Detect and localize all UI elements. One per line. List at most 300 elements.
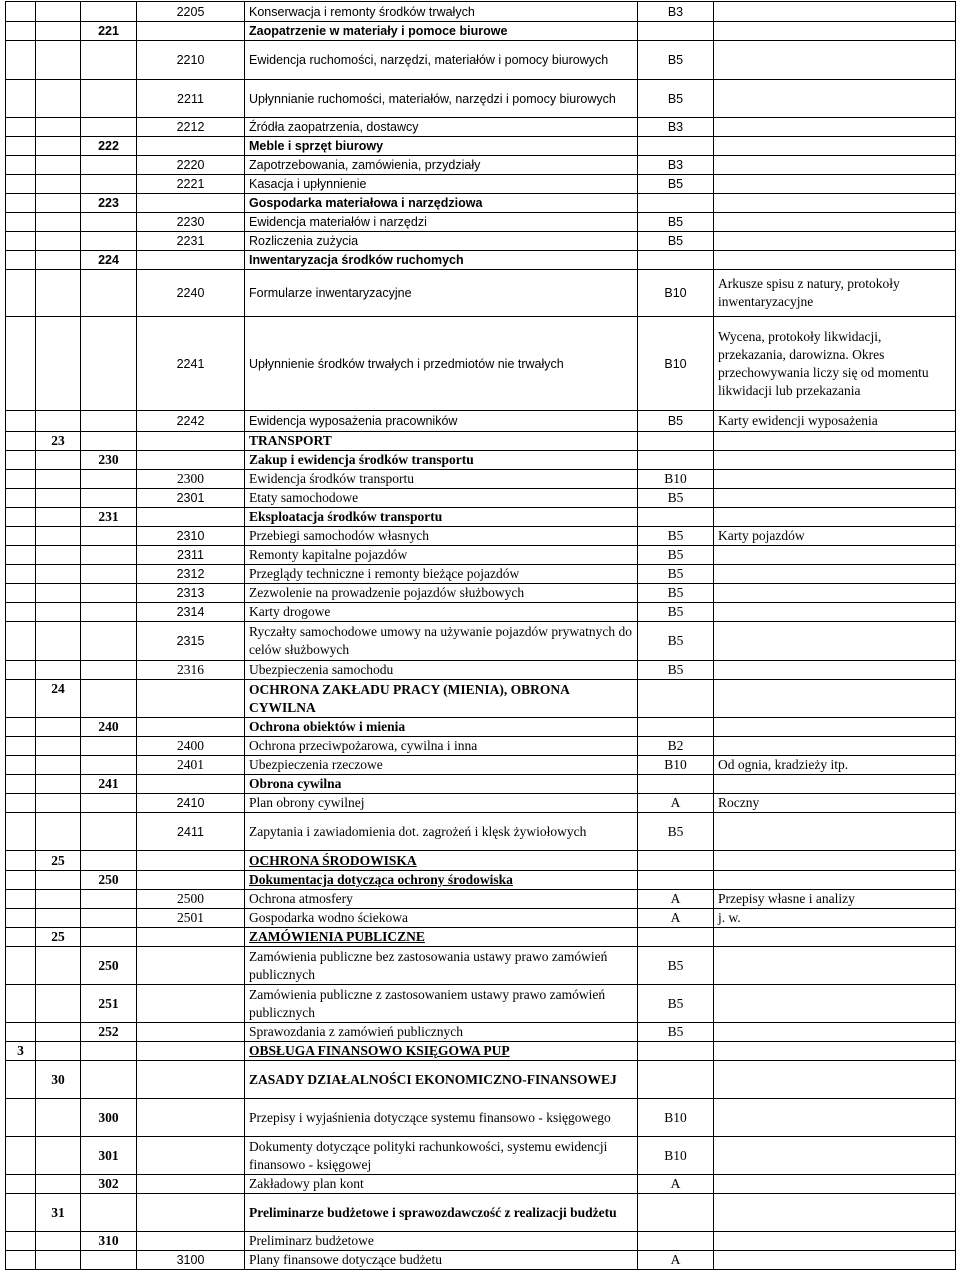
- archival-category: B5: [638, 813, 714, 851]
- symbol-level-1: [6, 1175, 36, 1194]
- table-row: [6, 156, 956, 175]
- archival-category: [638, 851, 714, 871]
- record-note: [714, 2, 956, 22]
- record-title: Ryczałty samochodowe umowy na używanie pojazdów prywatnych do celów służbowych: [245, 622, 638, 661]
- record-note: [714, 232, 956, 251]
- record-title: Upłynnienie środków trwałych i przedmiotów nie trwałych: [245, 317, 638, 411]
- symbol-level-3: 222: [81, 137, 137, 156]
- symbol-level-2: [36, 508, 81, 527]
- symbol-level-1: [6, 2, 36, 22]
- table-row: [6, 1232, 956, 1251]
- symbol-level-1: [6, 985, 36, 1023]
- symbol-level-1: [6, 584, 36, 603]
- table-row: [6, 1061, 956, 1099]
- record-note: [714, 1023, 956, 1042]
- record-title: Ochrona przeciwpożarowa, cywilna i inna: [245, 737, 638, 756]
- record-note: [714, 22, 956, 41]
- symbol-level-4: [137, 1137, 245, 1175]
- symbol-level-3: [81, 928, 137, 947]
- archival-category: B5: [638, 603, 714, 622]
- archival-category: B10: [638, 756, 714, 775]
- symbol-level-3: [81, 527, 137, 546]
- symbol-level-3: [81, 232, 137, 251]
- symbol-level-2: [36, 451, 81, 470]
- symbol-level-4: [137, 1194, 245, 1232]
- archival-category: A: [638, 1175, 714, 1194]
- symbol-level-3: [81, 489, 137, 508]
- archival-category: B3: [638, 2, 714, 22]
- archival-category: A: [638, 794, 714, 813]
- archival-category: B5: [638, 489, 714, 508]
- table-row: [6, 317, 956, 411]
- archival-category: [638, 432, 714, 451]
- table-row: [6, 680, 956, 718]
- symbol-level-2: 23: [36, 432, 81, 451]
- archival-category: B2: [638, 737, 714, 756]
- record-note: [714, 661, 956, 680]
- symbol-level-3: 251: [81, 985, 137, 1023]
- symbol-level-1: [6, 756, 36, 775]
- record-note: Karty pojazdów: [714, 527, 956, 546]
- archival-category: B5: [638, 584, 714, 603]
- symbol-level-2: [36, 1099, 81, 1137]
- symbol-level-4: [137, 928, 245, 947]
- record-note: [714, 622, 956, 661]
- symbol-level-1: [6, 432, 36, 451]
- record-title: Dokumentacja dotycząca ochrony środowiska: [245, 871, 638, 890]
- archival-category: B10: [638, 1137, 714, 1175]
- symbol-level-3: 301: [81, 1137, 137, 1175]
- symbol-level-2: [36, 775, 81, 794]
- archival-category: B10: [638, 1099, 714, 1137]
- symbol-level-1: [6, 118, 36, 137]
- record-note: [714, 871, 956, 890]
- symbol-level-1: [6, 137, 36, 156]
- symbol-level-4: 2500: [137, 890, 245, 909]
- record-title: Meble i sprzęt biurowy: [245, 137, 638, 156]
- table-row: [6, 1137, 956, 1175]
- symbol-level-1: [6, 565, 36, 584]
- table-row: [6, 1042, 956, 1061]
- symbol-level-4: [137, 508, 245, 527]
- archival-category: [638, 137, 714, 156]
- symbol-level-4: 2501: [137, 909, 245, 928]
- symbol-level-3: [81, 156, 137, 175]
- symbol-level-3: [81, 603, 137, 622]
- symbol-level-4: [137, 1175, 245, 1194]
- table-row: [6, 411, 956, 432]
- symbol-level-3: [81, 470, 137, 489]
- archival-category: [638, 775, 714, 794]
- record-note: [714, 41, 956, 80]
- symbol-level-1: [6, 470, 36, 489]
- record-note: [714, 928, 956, 947]
- symbol-level-3: [81, 909, 137, 928]
- symbol-level-3: 241: [81, 775, 137, 794]
- symbol-level-3: 250: [81, 947, 137, 985]
- symbol-level-1: [6, 80, 36, 118]
- record-title: Zezwolenie na prowadzenie pojazdów służbowych: [245, 584, 638, 603]
- symbol-level-2: 30: [36, 1061, 81, 1099]
- symbol-level-2: [36, 251, 81, 270]
- record-title: Gospodarka wodno ściekowa: [245, 909, 638, 928]
- symbol-level-2: [36, 947, 81, 985]
- archival-category: B3: [638, 156, 714, 175]
- symbol-level-1: [6, 603, 36, 622]
- archival-category: B5: [638, 175, 714, 194]
- archival-category: B5: [638, 947, 714, 985]
- record-note: [714, 565, 956, 584]
- symbol-level-3: [81, 411, 137, 432]
- table-row: [6, 737, 956, 756]
- record-title: Zakup i ewidencja środków transportu: [245, 451, 638, 470]
- symbol-level-4: [137, 1042, 245, 1061]
- symbol-level-1: [6, 1232, 36, 1251]
- symbol-level-3: 240: [81, 718, 137, 737]
- record-title: ZASADY DZIAŁALNOŚCI EKONOMICZNO-FINANSOWEJ: [245, 1061, 638, 1099]
- symbol-level-2: [36, 546, 81, 565]
- record-title: Ubezpieczenia rzeczowe: [245, 756, 638, 775]
- record-note: [714, 470, 956, 489]
- symbol-level-4: 2301: [137, 489, 245, 508]
- archival-category: [638, 22, 714, 41]
- table-row: [6, 947, 956, 985]
- archival-category: B10: [638, 470, 714, 489]
- table-row: [6, 489, 956, 508]
- symbol-level-3: [81, 794, 137, 813]
- symbol-level-4: 2312: [137, 565, 245, 584]
- archival-category: [638, 1232, 714, 1251]
- table-row: [6, 194, 956, 213]
- record-note: Od ognia, kradzieży itp.: [714, 756, 956, 775]
- symbol-level-2: [36, 718, 81, 737]
- symbol-level-2: [36, 137, 81, 156]
- symbol-level-2: [36, 737, 81, 756]
- symbol-level-1: [6, 489, 36, 508]
- table-row: [6, 565, 956, 584]
- symbol-level-1: [6, 317, 36, 411]
- symbol-level-2: 25: [36, 851, 81, 871]
- symbol-level-2: [36, 41, 81, 80]
- symbol-level-3: [81, 2, 137, 22]
- symbol-level-2: [36, 470, 81, 489]
- symbol-level-2: [36, 871, 81, 890]
- symbol-level-4: 3100: [137, 1251, 245, 1270]
- symbol-level-2: [36, 756, 81, 775]
- symbol-level-4: 2242: [137, 411, 245, 432]
- symbol-level-4: [137, 985, 245, 1023]
- symbol-level-4: 2411: [137, 813, 245, 851]
- symbol-level-4: [137, 1061, 245, 1099]
- symbol-level-1: [6, 909, 36, 928]
- record-note: [714, 80, 956, 118]
- table-row: [6, 1023, 956, 1042]
- symbol-level-2: 25: [36, 928, 81, 947]
- record-title: Plan obrony cywilnej: [245, 794, 638, 813]
- record-note: [714, 137, 956, 156]
- table-row: [6, 584, 956, 603]
- symbol-level-3: 231: [81, 508, 137, 527]
- record-note: [714, 194, 956, 213]
- record-note: [714, 489, 956, 508]
- symbol-level-1: [6, 813, 36, 851]
- archival-category: B5: [638, 985, 714, 1023]
- symbol-level-2: [36, 175, 81, 194]
- symbol-level-4: 2240: [137, 270, 245, 317]
- symbol-level-1: [6, 251, 36, 270]
- table-row: [6, 622, 956, 661]
- archival-category: B5: [638, 41, 714, 80]
- table-row: [6, 1194, 956, 1232]
- archival-category: A: [638, 909, 714, 928]
- archival-category: [638, 1042, 714, 1061]
- symbol-level-4: [137, 851, 245, 871]
- symbol-level-4: [137, 22, 245, 41]
- symbol-level-4: 2300: [137, 470, 245, 489]
- record-note: [714, 1232, 956, 1251]
- symbol-level-4: [137, 718, 245, 737]
- archival-category: B5: [638, 80, 714, 118]
- table-row: [6, 137, 956, 156]
- record-title: Konserwacja i remonty środków trwałych: [245, 2, 638, 22]
- symbol-level-1: [6, 546, 36, 565]
- record-title: Rozliczenia zużycia: [245, 232, 638, 251]
- symbol-level-4: [137, 137, 245, 156]
- symbol-level-3: [81, 622, 137, 661]
- symbol-level-2: [36, 1251, 81, 1270]
- symbol-level-3: [81, 270, 137, 317]
- symbol-level-3: [81, 890, 137, 909]
- record-note: [714, 546, 956, 565]
- symbol-level-3: [81, 851, 137, 871]
- symbol-level-1: [6, 232, 36, 251]
- symbol-level-4: [137, 194, 245, 213]
- record-title: Etaty samochodowe: [245, 489, 638, 508]
- archival-category: [638, 680, 714, 718]
- symbol-level-3: [81, 546, 137, 565]
- record-note: [714, 775, 956, 794]
- symbol-level-4: 2400: [137, 737, 245, 756]
- record-title: Preliminarze budżetowe i sprawozdawczość z realizacji budżetu: [245, 1194, 638, 1232]
- record-note: [714, 813, 956, 851]
- record-note: [714, 851, 956, 871]
- symbol-level-3: 302: [81, 1175, 137, 1194]
- symbol-level-4: 2220: [137, 156, 245, 175]
- symbol-level-4: [137, 871, 245, 890]
- symbol-level-3: [81, 41, 137, 80]
- archival-category: A: [638, 890, 714, 909]
- symbol-level-4: [137, 775, 245, 794]
- symbol-level-4: 2231: [137, 232, 245, 251]
- symbol-level-3: [81, 1061, 137, 1099]
- record-note: [714, 508, 956, 527]
- symbol-level-4: [137, 1023, 245, 1042]
- symbol-level-2: [36, 985, 81, 1023]
- record-title: Przebiegi samochodów własnych: [245, 527, 638, 546]
- table-row: [6, 909, 956, 928]
- archival-category: A: [638, 1251, 714, 1270]
- record-title: Preliminarz budżetowe: [245, 1232, 638, 1251]
- symbol-level-4: 2316: [137, 661, 245, 680]
- symbol-level-1: [6, 270, 36, 317]
- symbol-level-3: [81, 756, 137, 775]
- table-row: [6, 794, 956, 813]
- symbol-level-2: 31: [36, 1194, 81, 1232]
- symbol-level-4: 2210: [137, 41, 245, 80]
- record-title: Ewidencja materiałów i narzędzi: [245, 213, 638, 232]
- archival-category: [638, 451, 714, 470]
- table-row: [6, 813, 956, 851]
- symbol-level-1: [6, 156, 36, 175]
- table-row: [6, 41, 956, 80]
- symbol-level-1: [6, 213, 36, 232]
- record-title: Ochrona obiektów i mienia: [245, 718, 638, 737]
- symbol-level-2: [36, 232, 81, 251]
- symbol-level-1: [6, 890, 36, 909]
- symbol-level-1: [6, 622, 36, 661]
- table-row: [6, 213, 956, 232]
- record-title: Sprawozdania z zamówień publicznych: [245, 1023, 638, 1042]
- record-note: Arkusze spisu z natury, protokoły inwentaryzacyjne: [714, 270, 956, 317]
- symbol-level-4: [137, 1099, 245, 1137]
- record-note: [714, 584, 956, 603]
- symbol-level-2: [36, 565, 81, 584]
- archival-category: B5: [638, 546, 714, 565]
- table-row: [6, 718, 956, 737]
- symbol-level-1: [6, 775, 36, 794]
- symbol-level-3: [81, 317, 137, 411]
- record-title: Zamówienia publiczne bez zastosowania ustawy prawo zamówień publicznych: [245, 947, 638, 985]
- symbol-level-1: [6, 718, 36, 737]
- symbol-level-3: [81, 813, 137, 851]
- symbol-level-2: [36, 1232, 81, 1251]
- symbol-level-1: [6, 851, 36, 871]
- record-title: Remonty kapitalne pojazdów: [245, 546, 638, 565]
- symbol-level-2: [36, 118, 81, 137]
- symbol-level-1: [6, 1023, 36, 1042]
- table-row: [6, 1251, 956, 1270]
- table-body: [6, 2, 956, 1270]
- record-title: OCHRONA ZAKŁADU PRACY (MIENIA), OBRONA CYWILNA: [245, 680, 638, 718]
- record-title: Zakładowy plan kont: [245, 1175, 638, 1194]
- record-note: [714, 680, 956, 718]
- symbol-level-3: [81, 432, 137, 451]
- symbol-level-3: [81, 213, 137, 232]
- table-row: [6, 928, 956, 947]
- table-row: [6, 251, 956, 270]
- symbol-level-1: [6, 194, 36, 213]
- symbol-level-3: [81, 680, 137, 718]
- symbol-level-3: [81, 565, 137, 584]
- record-title: Zamówienia publiczne z zastosowaniem ustawy prawo zamówień publicznych: [245, 985, 638, 1023]
- table-row: [6, 546, 956, 565]
- symbol-level-3: [81, 1251, 137, 1270]
- archival-category: B5: [638, 565, 714, 584]
- symbol-level-4: 2241: [137, 317, 245, 411]
- record-note: [714, 432, 956, 451]
- symbol-level-2: [36, 317, 81, 411]
- record-note: [714, 175, 956, 194]
- symbol-level-4: [137, 432, 245, 451]
- symbol-level-1: [6, 1099, 36, 1137]
- symbol-level-4: 2314: [137, 603, 245, 622]
- symbol-level-4: 2313: [137, 584, 245, 603]
- symbol-level-2: [36, 489, 81, 508]
- record-note: [714, 1042, 956, 1061]
- table-row: [6, 851, 956, 871]
- symbol-level-1: [6, 871, 36, 890]
- record-note: [714, 451, 956, 470]
- symbol-level-2: [36, 80, 81, 118]
- symbol-level-3: 223: [81, 194, 137, 213]
- symbol-level-1: [6, 22, 36, 41]
- archival-category: [638, 194, 714, 213]
- record-title: Ewidencja wyposażenia pracowników: [245, 411, 638, 432]
- symbol-level-3: [81, 584, 137, 603]
- record-note: j. w.: [714, 909, 956, 928]
- symbol-level-4: 2311: [137, 546, 245, 565]
- archival-category: B5: [638, 213, 714, 232]
- symbol-level-2: [36, 1042, 81, 1061]
- symbol-level-4: [137, 451, 245, 470]
- symbol-level-2: [36, 2, 81, 22]
- symbol-level-3: 224: [81, 251, 137, 270]
- symbol-level-3: 252: [81, 1023, 137, 1042]
- record-title: Ochrona atmosfery: [245, 890, 638, 909]
- symbol-level-3: 300: [81, 1099, 137, 1137]
- archival-category: [638, 251, 714, 270]
- record-title: Gospodarka materiałowa i narzędziowa: [245, 194, 638, 213]
- record-title: Plany finansowe dotyczące budżetu: [245, 1251, 638, 1270]
- symbol-level-1: [6, 508, 36, 527]
- record-title: Karty drogowe: [245, 603, 638, 622]
- table-row: [6, 603, 956, 622]
- symbol-level-1: [6, 661, 36, 680]
- symbol-level-2: [36, 661, 81, 680]
- symbol-level-1: [6, 41, 36, 80]
- table-row: [6, 756, 956, 775]
- symbol-level-3: [81, 175, 137, 194]
- symbol-level-2: [36, 1023, 81, 1042]
- symbol-level-4: 2221: [137, 175, 245, 194]
- table-row: [6, 775, 956, 794]
- symbol-level-2: [36, 813, 81, 851]
- table-row: [6, 985, 956, 1023]
- record-title: Ubezpieczenia samochodu: [245, 661, 638, 680]
- symbol-level-4: 2401: [137, 756, 245, 775]
- table-row: [6, 661, 956, 680]
- table-row: [6, 451, 956, 470]
- symbol-level-2: [36, 411, 81, 432]
- symbol-level-2: [36, 194, 81, 213]
- symbol-level-4: 2212: [137, 118, 245, 137]
- symbol-level-1: [6, 794, 36, 813]
- record-title: Zapotrzebowania, zamówienia, przydziały: [245, 156, 638, 175]
- record-note: [714, 985, 956, 1023]
- symbol-level-1: [6, 1251, 36, 1270]
- record-title: Formularze inwentaryzacyjne: [245, 270, 638, 317]
- archival-category: [638, 508, 714, 527]
- symbol-level-1: [6, 411, 36, 432]
- record-title: Ewidencja środków transportu: [245, 470, 638, 489]
- symbol-level-2: [36, 22, 81, 41]
- archival-category: B10: [638, 317, 714, 411]
- symbol-level-4: [137, 947, 245, 985]
- record-title: Kasacja i upłynnienie: [245, 175, 638, 194]
- record-title: OBSŁUGA FINANSOWO KSIĘGOWA PUP: [245, 1042, 638, 1061]
- symbol-level-2: [36, 527, 81, 546]
- record-title: OCHRONA ŚRODOWISKA: [245, 851, 638, 871]
